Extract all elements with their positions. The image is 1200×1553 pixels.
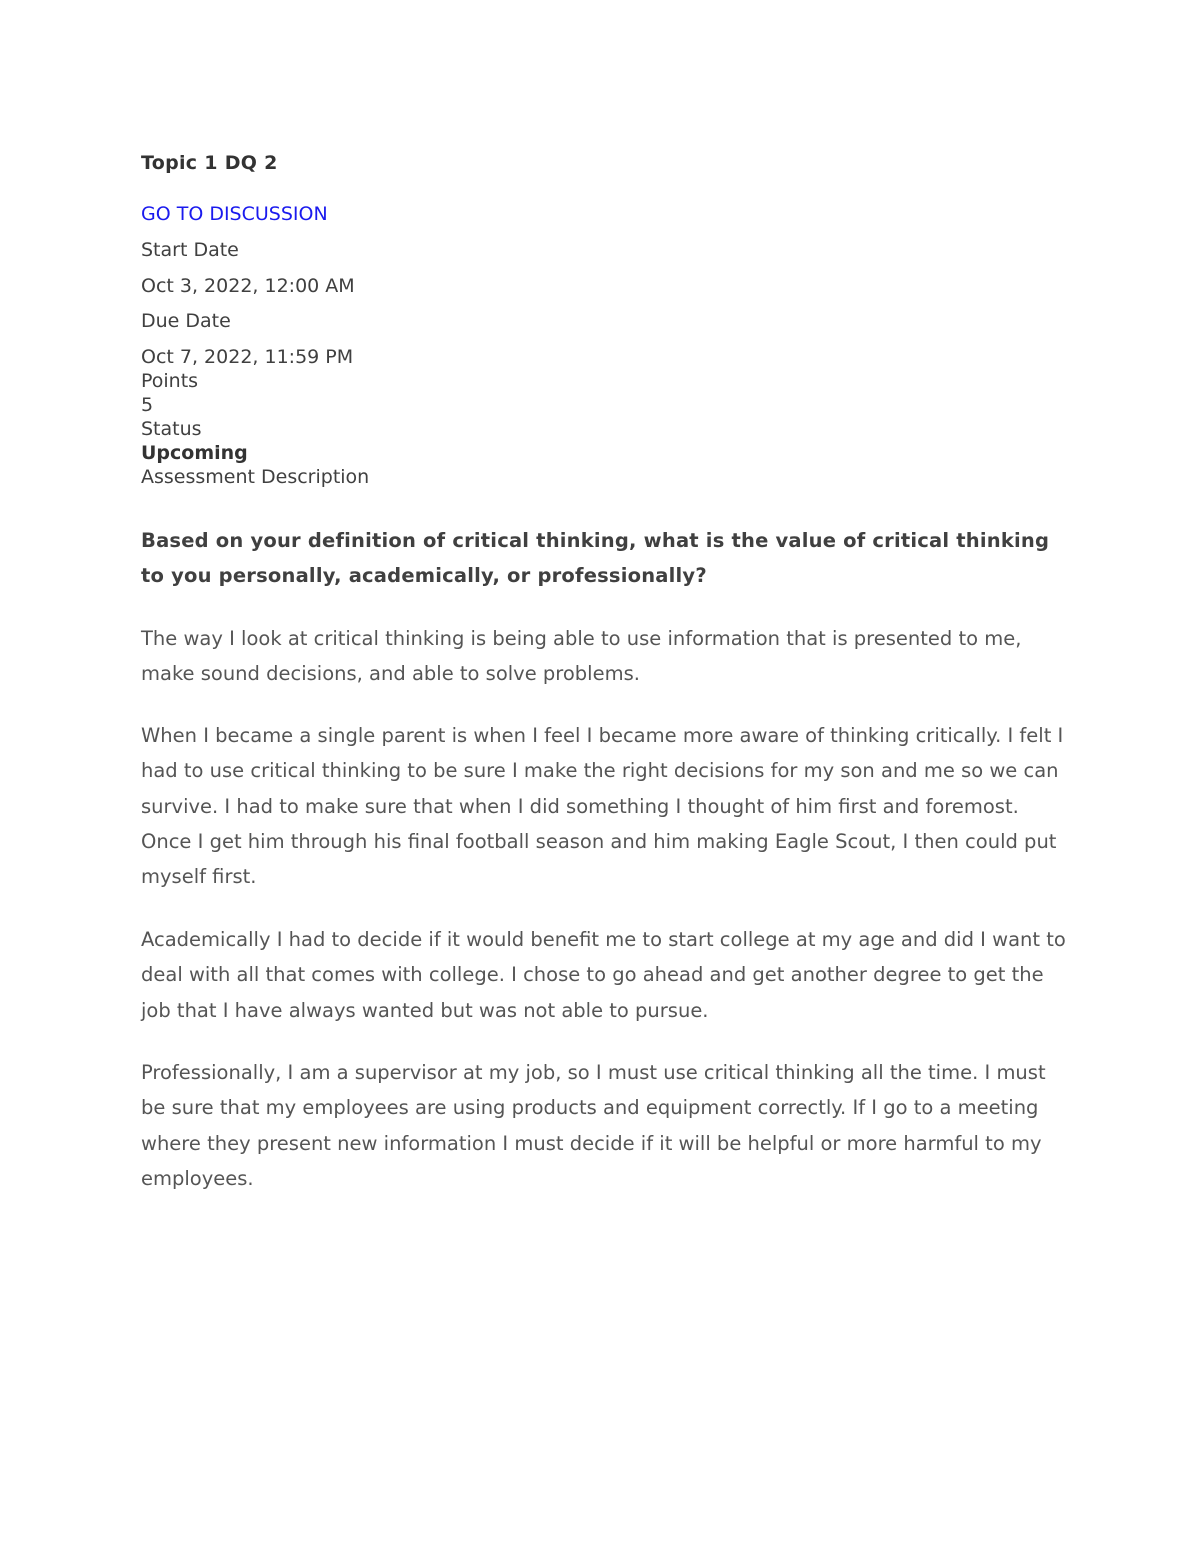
due-date-value: Oct 7, 2022, 11:59 PM: [141, 346, 354, 368]
response-paragraph: Academically I had to decide if it would benefit me to start college at my age and did I want to deal with all that comes with college. I chose to go ahead and get another degree to get the job that I have always wanted but was not able to pursue.: [141, 928, 1066, 1022]
discussion-question: Based on your definition of critical thinking, what is the value of critical thinking to you personally, academically, or professionally?: [141, 529, 1050, 587]
page-title: Topic 1 DQ 2: [141, 152, 278, 174]
go-to-discussion-link[interactable]: GO TO DISCUSSION: [141, 203, 328, 225]
start-date-label: Start Date: [141, 239, 239, 261]
due-date-label: Due Date: [141, 310, 231, 332]
start-date-value: Oct 3, 2022, 12:00 AM: [141, 275, 355, 297]
response-paragraph: Professionally, I am a supervisor at my job, so I must use critical thinking all the time. I must be sure that my employees are using products and equipment correctly. If I go to a meeting where they present new information I must decide if it will be helpful or more harmful to my employees.: [141, 1061, 1046, 1190]
points-value: 5: [141, 394, 154, 416]
assessment-description-label: Assessment Description: [141, 466, 370, 488]
status-label: Status: [141, 418, 202, 440]
status-value: Upcoming: [141, 442, 248, 464]
response-paragraph: When I became a single parent is when I feel I became more aware of thinking critically. I felt I had to use critical thinking to be sure I make the right decisions for my son and me so we can survive. I had to make sure that when I did something I thought of him first and foremost. Once I get him through his final football season and him making Eagle Scout, I then could put myself first.: [141, 724, 1064, 889]
response-paragraph: The way I look at critical thinking is being able to use information that is presented to me, make sound decisions, and able to solve problems.: [141, 627, 1022, 686]
points-label: Points: [141, 370, 199, 392]
